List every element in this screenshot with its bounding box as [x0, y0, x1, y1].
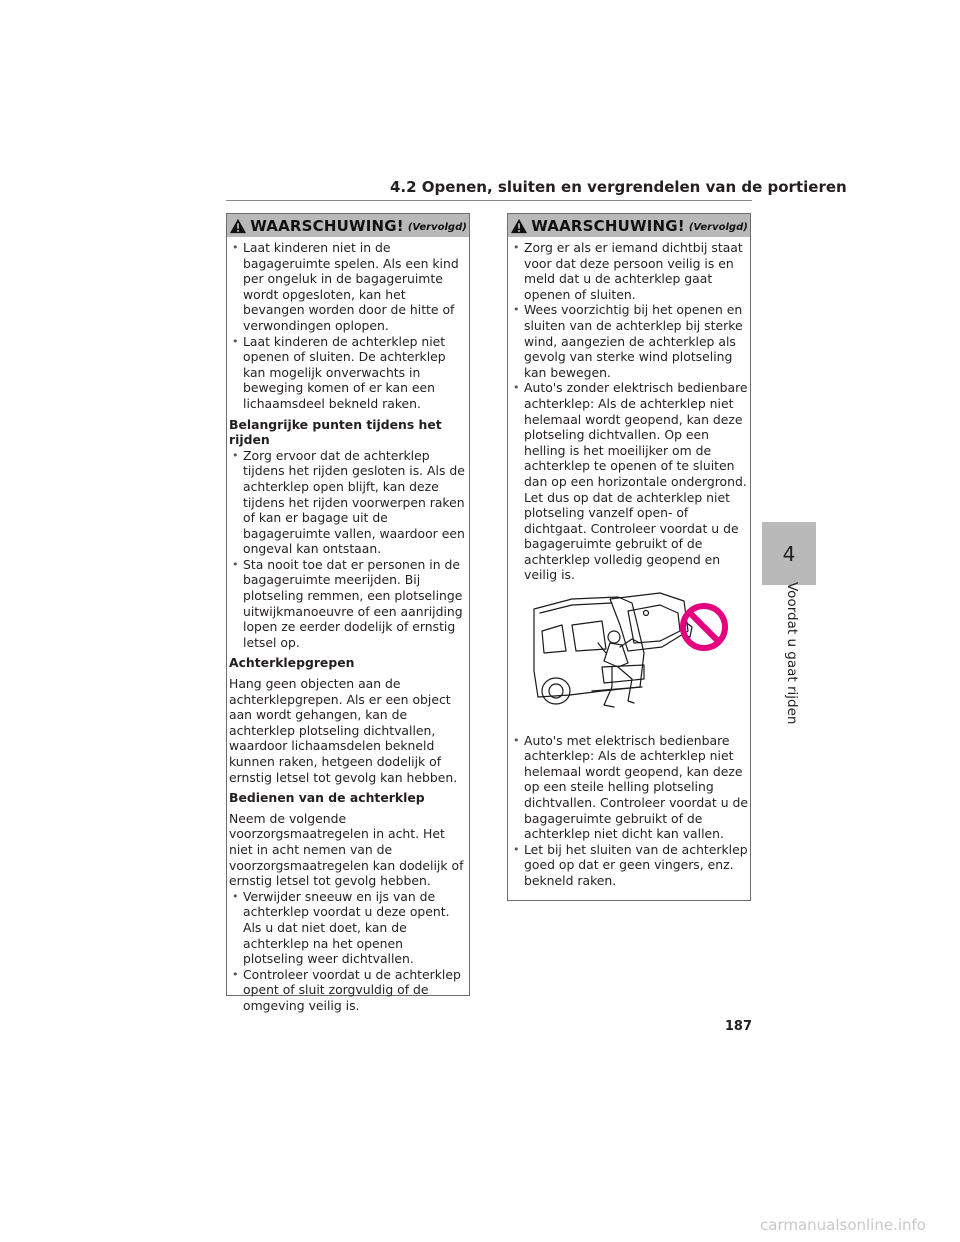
chapter-title-vertical: Voordat u gaat rijden: [784, 582, 800, 725]
warning-panel-left: [226, 213, 470, 1013]
warning-label: WAARSCHUWING!: [250, 216, 404, 235]
bullet-list: [229, 889, 467, 1014]
warning-continued: (Vervolgd): [407, 222, 467, 233]
prohibition-icon: [683, 606, 725, 648]
page-number: 187: [724, 1019, 752, 1034]
subheading: Achterklepgrepen: [229, 655, 355, 671]
warning-header: [508, 214, 750, 237]
warning-header: [227, 214, 469, 237]
warning-panel-right: [507, 213, 751, 901]
bullet-item: • Laat kinderen niet in de bagageruimte spelen. Als een kind per ongeluk in de bagageruimte wordt opgesloten, kan het bevangen worden door de hitte of verwondingen oplopen.: [229, 240, 467, 334]
warning-body-left: [227, 237, 469, 1014]
warning-continued: (Vervolgd): [688, 222, 748, 233]
warning-triangle-icon: [510, 218, 528, 234]
subheading: Belangrijke punten tijdens het rijden: [229, 416, 442, 448]
bullet-list: [510, 240, 748, 583]
watermark: carmanualsonline.info: [760, 1216, 926, 1234]
bullet-item: • Auto's met elektrisch bedienbare achterklep: Als de achterklep niet helemaal wordt geopend, kan deze op een steile helling plotseling dichtvallen. Controleer voordat u de bagageruimte gebruikt of de achterklep niet dicht kan vallen.: [510, 733, 748, 842]
chapter-tab: [762, 522, 816, 585]
paragraph: Hang geen objecten aan de achterklepgrepen. Als er een object aan wordt gehangen, kan de achterklep plotseling dichtvallen, waardoor lichaamsdelen bekneld kunnen raken, hetgeen dodelijk of ernstig letsel tot gevolg kan hebben.: [229, 676, 458, 785]
bullet-list: [510, 733, 748, 889]
subheading: Bedienen van de achterklep: [229, 790, 425, 806]
header-divider: [226, 200, 752, 201]
bullet-item: • Laat kinderen de achterklep niet openen of sluiten. De achterklep kan mogelijk onverwachts in beweging komen of er kan een lichaamsdeel bekneld raken.: [229, 334, 467, 412]
bullet-item: • Wees voorzichtig bij het openen en sluiten van de achterklep bij sterke wind, aangezien de achterklep als gevolg van sterke wind plotseling kan bewegen.: [510, 302, 748, 380]
warning-body-right: [508, 237, 750, 889]
warning-triangle-icon: [229, 218, 247, 234]
tailgate-hazard-illustration: [532, 591, 732, 719]
bullet-item: • Let bij het sluiten van de achterklep goed op dat er geen vingers, enz. bekneld raken.: [510, 842, 748, 889]
paragraph: Neem de volgende voorzorgsmaatregelen in acht. Het niet in acht nemen van de voorzorgsmaatregelen kan dodelijk of ernstig letsel tot gevolg hebben.: [229, 810, 464, 889]
bullet-item: • Auto's zonder elektrisch bedienbare achterklep: Als de achterklep niet helemaal wordt geopend, kan deze plotseling dichtvallen. Op een helling is het moeilijker om de achterklep te openen of te sluiten dan op een horizontale ondergrond. Let dus op dat de achterklep niet plotseling vanzelf open- of dichtgaat. Controleer voordat u de bagageruimte gebruikt of de achterklep volledig geopend en veilig is.: [510, 380, 748, 583]
bullet-item: • Zorg ervoor dat de achterklep tijdens het rijden gesloten is. Als de achterklep open blijft, kan deze tijdens het rijden voorwerpen raken of kan er bagage uit de bagageruimte vallen, waardoor een ongeval kan ontstaan.: [229, 448, 467, 557]
bullet-list: [229, 240, 467, 412]
bullet-item: • Zorg er als er iemand dichtbij staat voor dat deze persoon veilig is en meld dat u de achterklep gaat openen of sluiten.: [510, 240, 748, 302]
bullet-item: • Sta nooit toe dat er personen in de bagageruimte meerijden. Bij plotseling remmen, een plotselinge uitwijkmanoeuvre of een aanrijding lopen ze eerder dodelijk of ernstig letsel op.: [229, 557, 467, 651]
chapter-number: 4: [782, 541, 796, 566]
bullet-list: [229, 448, 467, 651]
bullet-item: • Verwijder sneeuw en ijs van de achterklep voordat u deze opent. Als u dat niet doet, kan de achterklep na het openen plotseling weer dichtvallen.: [229, 889, 467, 967]
bullet-item: • Controleer voordat u de achterklep opent of sluit zorgvuldig of de omgeving veilig is.: [229, 967, 467, 1014]
section-title: 4.2 Openen, sluiten en vergrendelen van de portieren: [390, 178, 847, 196]
warning-label: WAARSCHUWING!: [531, 216, 685, 235]
